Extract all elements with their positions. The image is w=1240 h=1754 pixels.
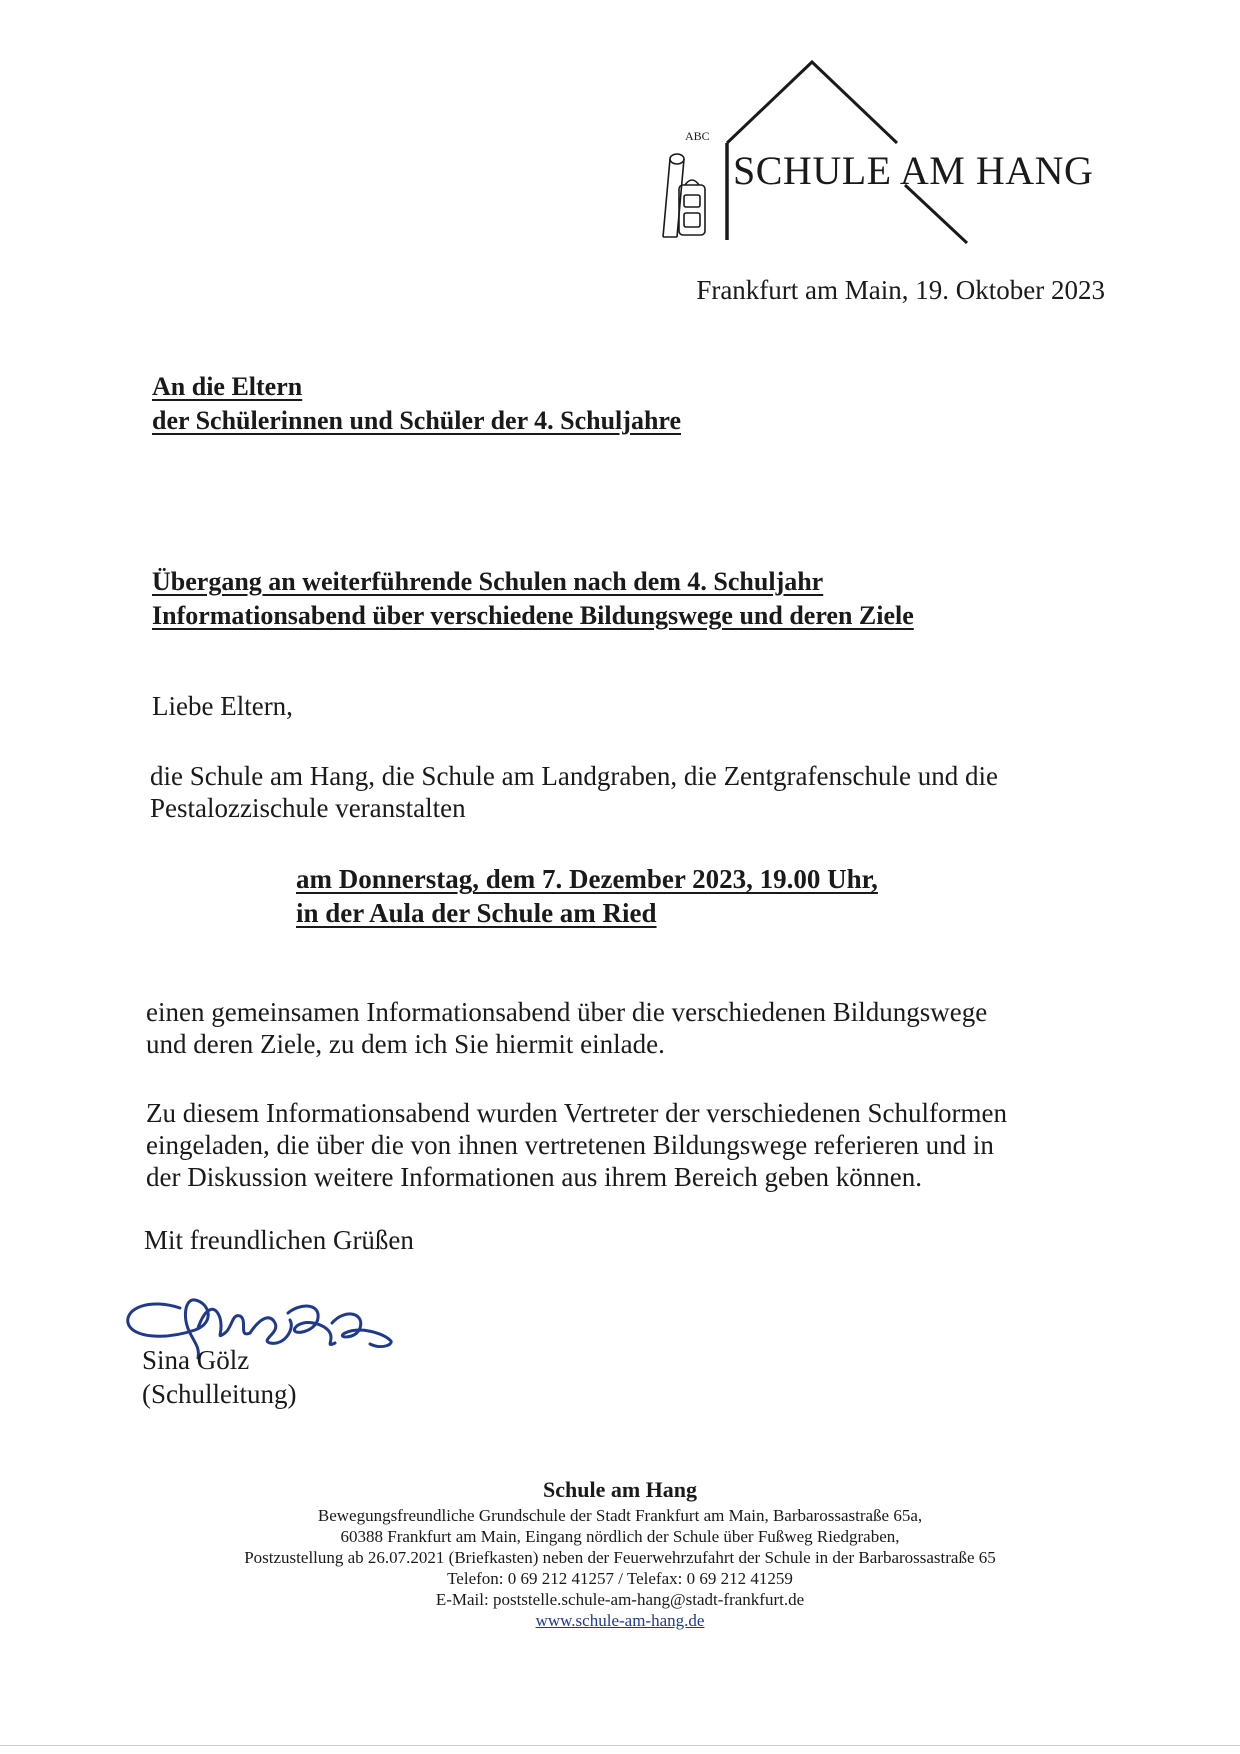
addressee-block <box>152 370 681 438</box>
paragraph-line: eingeladen, die über die von ihnen vertretenen Bildungswege referieren und in <box>146 1130 994 1160</box>
paragraph-line: die Schule am Hang, die Schule am Landgraben, die Zentgrafenschule und die <box>150 761 998 791</box>
signer-role: (Schulleitung) <box>142 1379 297 1409</box>
paragraph-line: Zu diesem Informationsabend wurden Vertreter der verschiedenen Schulformen <box>146 1098 1007 1128</box>
event-location-line: in der Aula der Schule am Ried <box>296 898 657 928</box>
footer-address-line: Bewegungsfreundliche Grundschule der Stadt Frankfurt am Main, Barbarossastraße 65a, <box>317 1506 923 1525</box>
paragraph-organizers <box>150 760 1110 824</box>
paragraph-line: der Diskussion weitere Informationen aus ihrem Bereich geben können. <box>146 1162 923 1192</box>
subject-line: Informationsabend über verschiedene Bildungswege und deren Ziele <box>152 601 914 630</box>
footer-phone-line: Telefon: 0 69 212 41257 / Telefax: 0 69 212 41259 <box>447 1569 793 1588</box>
paragraph-line: und deren Ziele, zu dem ich Sie hiermit einlade. <box>146 1029 665 1059</box>
paragraph-invitation <box>146 996 1106 1060</box>
addressee-line: der Schülerinnen und Schüler der 4. Schuljahre <box>152 406 682 435</box>
footer-email-line: E-Mail: poststelle.schule-am-hang@stadt-frankfurt.de <box>435 1590 805 1609</box>
event-date-line: am Donnerstag, dem 7. Dezember 2023, 19.00 Uhr, <box>296 864 878 894</box>
date-line: Frankfurt am Main, 19. Oktober 2023 <box>696 275 1105 305</box>
paragraph-line: Pestalozzischule veranstalten <box>150 793 466 823</box>
footer-school-name: Schule am Hang <box>542 1477 698 1502</box>
paragraph-line: einen gemeinsamen Informationsabend über die verschiedenen Bildungswege <box>146 997 988 1027</box>
paragraph-representatives <box>146 1097 1126 1193</box>
website-link[interactable]: www.schule-am-hang.de <box>535 1611 705 1630</box>
addressee-line: An die Eltern <box>152 372 303 401</box>
footer-address-line: Postzustellung ab 26.07.2021 (Briefkasten) neben der Feuerwehrzufahrt der Schule in der Barbarossastraße 65 <box>244 1548 996 1567</box>
school-logo <box>655 55 1125 255</box>
svg-text:ABC: ABC <box>685 129 710 143</box>
closing-greeting: Mit freundlichen Grüßen <box>144 1225 414 1255</box>
bottom-divider <box>0 1745 1240 1746</box>
subject-line: Übergang an weiterführende Schulen nach dem 4. Schuljahr <box>152 567 824 596</box>
event-details <box>296 862 878 930</box>
footer-address-line: 60388 Frankfurt am Main, Eingang nördlich der Schule über Fußweg Riedgraben, <box>340 1527 900 1546</box>
signer-block <box>142 1343 296 1411</box>
letterhead-footer <box>0 1475 1240 1631</box>
school-name-logo-text: SCHULE AM HANG <box>733 148 1094 193</box>
signer-name: Sina Gölz <box>142 1345 250 1375</box>
subject-block <box>152 565 914 633</box>
salutation: Liebe Eltern, <box>152 691 293 721</box>
